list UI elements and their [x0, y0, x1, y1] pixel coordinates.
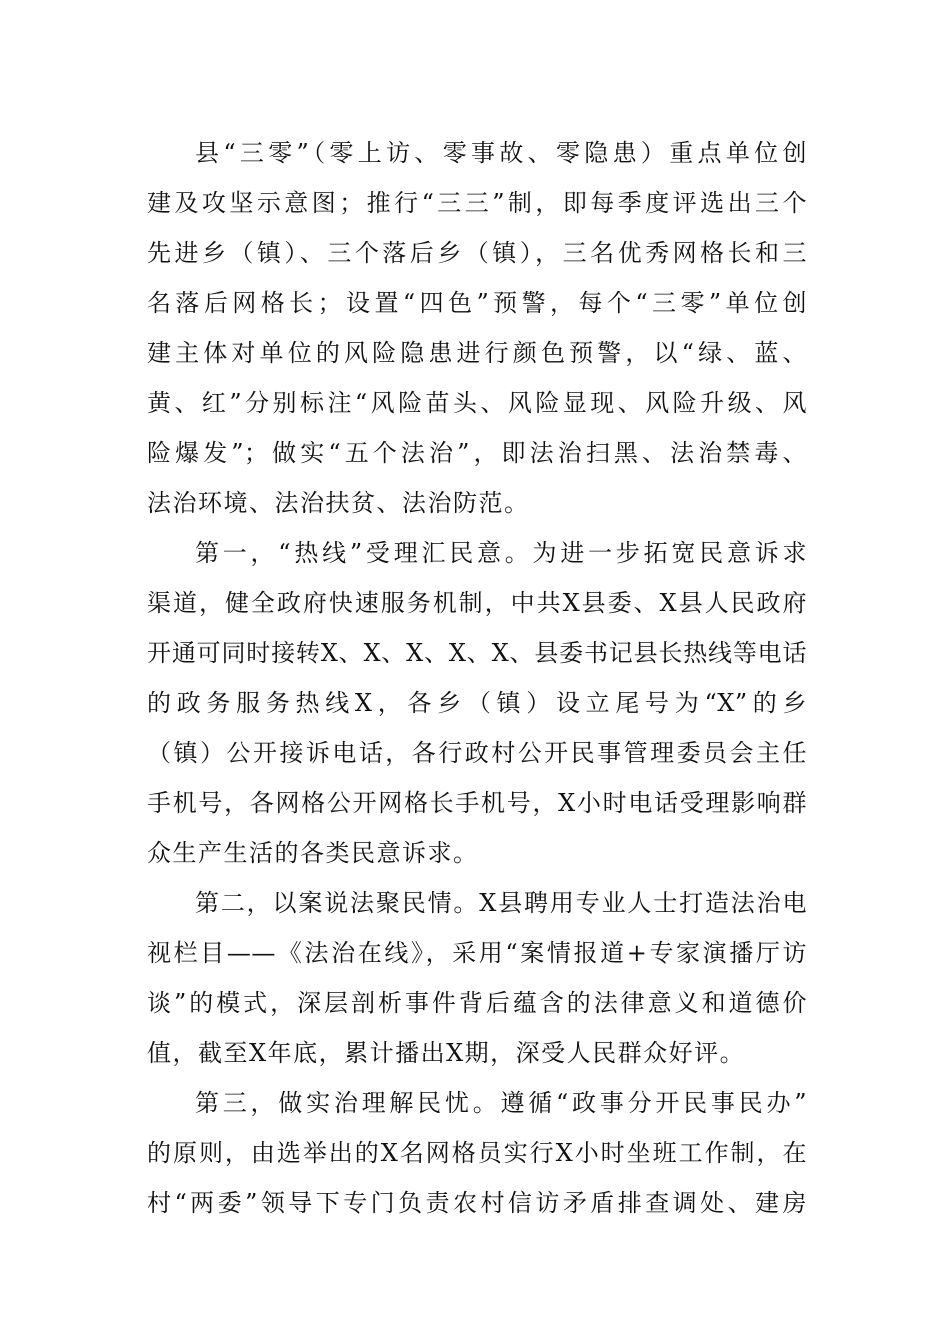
text-line: 名落后网格长；设置“四色”预警，每个“三零”单位创 — [147, 289, 807, 317]
paragraph-second — [147, 878, 807, 1078]
paragraph-intro — [147, 128, 807, 528]
document-body — [147, 128, 807, 1228]
text-line: 众生产生活的各类民意诉求。 — [147, 839, 479, 867]
text-line: 险爆发”；做实“五个法治”，即法治扫黑、法治禁毒、 — [147, 439, 807, 467]
text-line: 第二，以案说法聚民情。X县聘用专业人士打造法治电 — [195, 889, 807, 917]
text-line: 渠道，健全政府快速服务机制，中共X县委、X县人民政府 — [147, 589, 807, 617]
text-line: 视栏目——《法治在线》，采用“案情报道+专家演播厅访 — [147, 939, 807, 967]
text-line: 先进乡（镇）、三个落后乡（镇），三名优秀网格长和三 — [147, 239, 807, 267]
text-line: 的政务服务热线X，各乡（镇）设立尾号为“X”的乡 — [147, 689, 807, 717]
text-line: 建及攻坚示意图；推行“三三”制，即每季度评选出三个 — [147, 189, 807, 217]
text-line: 黄、红”分别标注“风险苗头、风险显现、风险升级、风 — [147, 389, 807, 417]
paragraph-third — [147, 1078, 807, 1228]
text-line: 手机号，各网格公开网格长手机号，X小时电话受理影响群 — [147, 789, 807, 817]
text-line: 村“两委”领导下专门负责农村信访矛盾排查调处、建房 — [147, 1189, 807, 1217]
text-line: 值，截至X年底，累计播出X期，深受人民群众好评。 — [147, 1039, 746, 1067]
text-line: （镇）公开接诉电话，各行政村公开民事管理委员会主任 — [147, 739, 807, 767]
text-line: 第三，做实治理解民忧。遵循“政事分开民事民办” — [195, 1089, 807, 1117]
text-line: 开通可同时接转X、X、X、X、X、县委书记县长热线等电话 — [147, 639, 807, 667]
text-line: 的原则，由选举出的X名网格员实行X小时坐班工作制，在 — [147, 1139, 807, 1167]
text-line: 谈”的模式，深层剖析事件背后蕴含的法律意义和道德价 — [147, 989, 807, 1017]
text-line: 第一，“热线”受理汇民意。为进一步拓宽民意诉求 — [195, 539, 807, 567]
text-line: 县“三零”（零上访、零事故、零隐患）重点单位创 — [195, 139, 807, 167]
text-line: 建主体对单位的风险隐患进行颜色预警，以“绿、蓝、 — [147, 339, 807, 367]
paragraph-first — [147, 528, 807, 878]
text-line: 法治环境、法治扶贫、法治防范。 — [147, 489, 530, 517]
